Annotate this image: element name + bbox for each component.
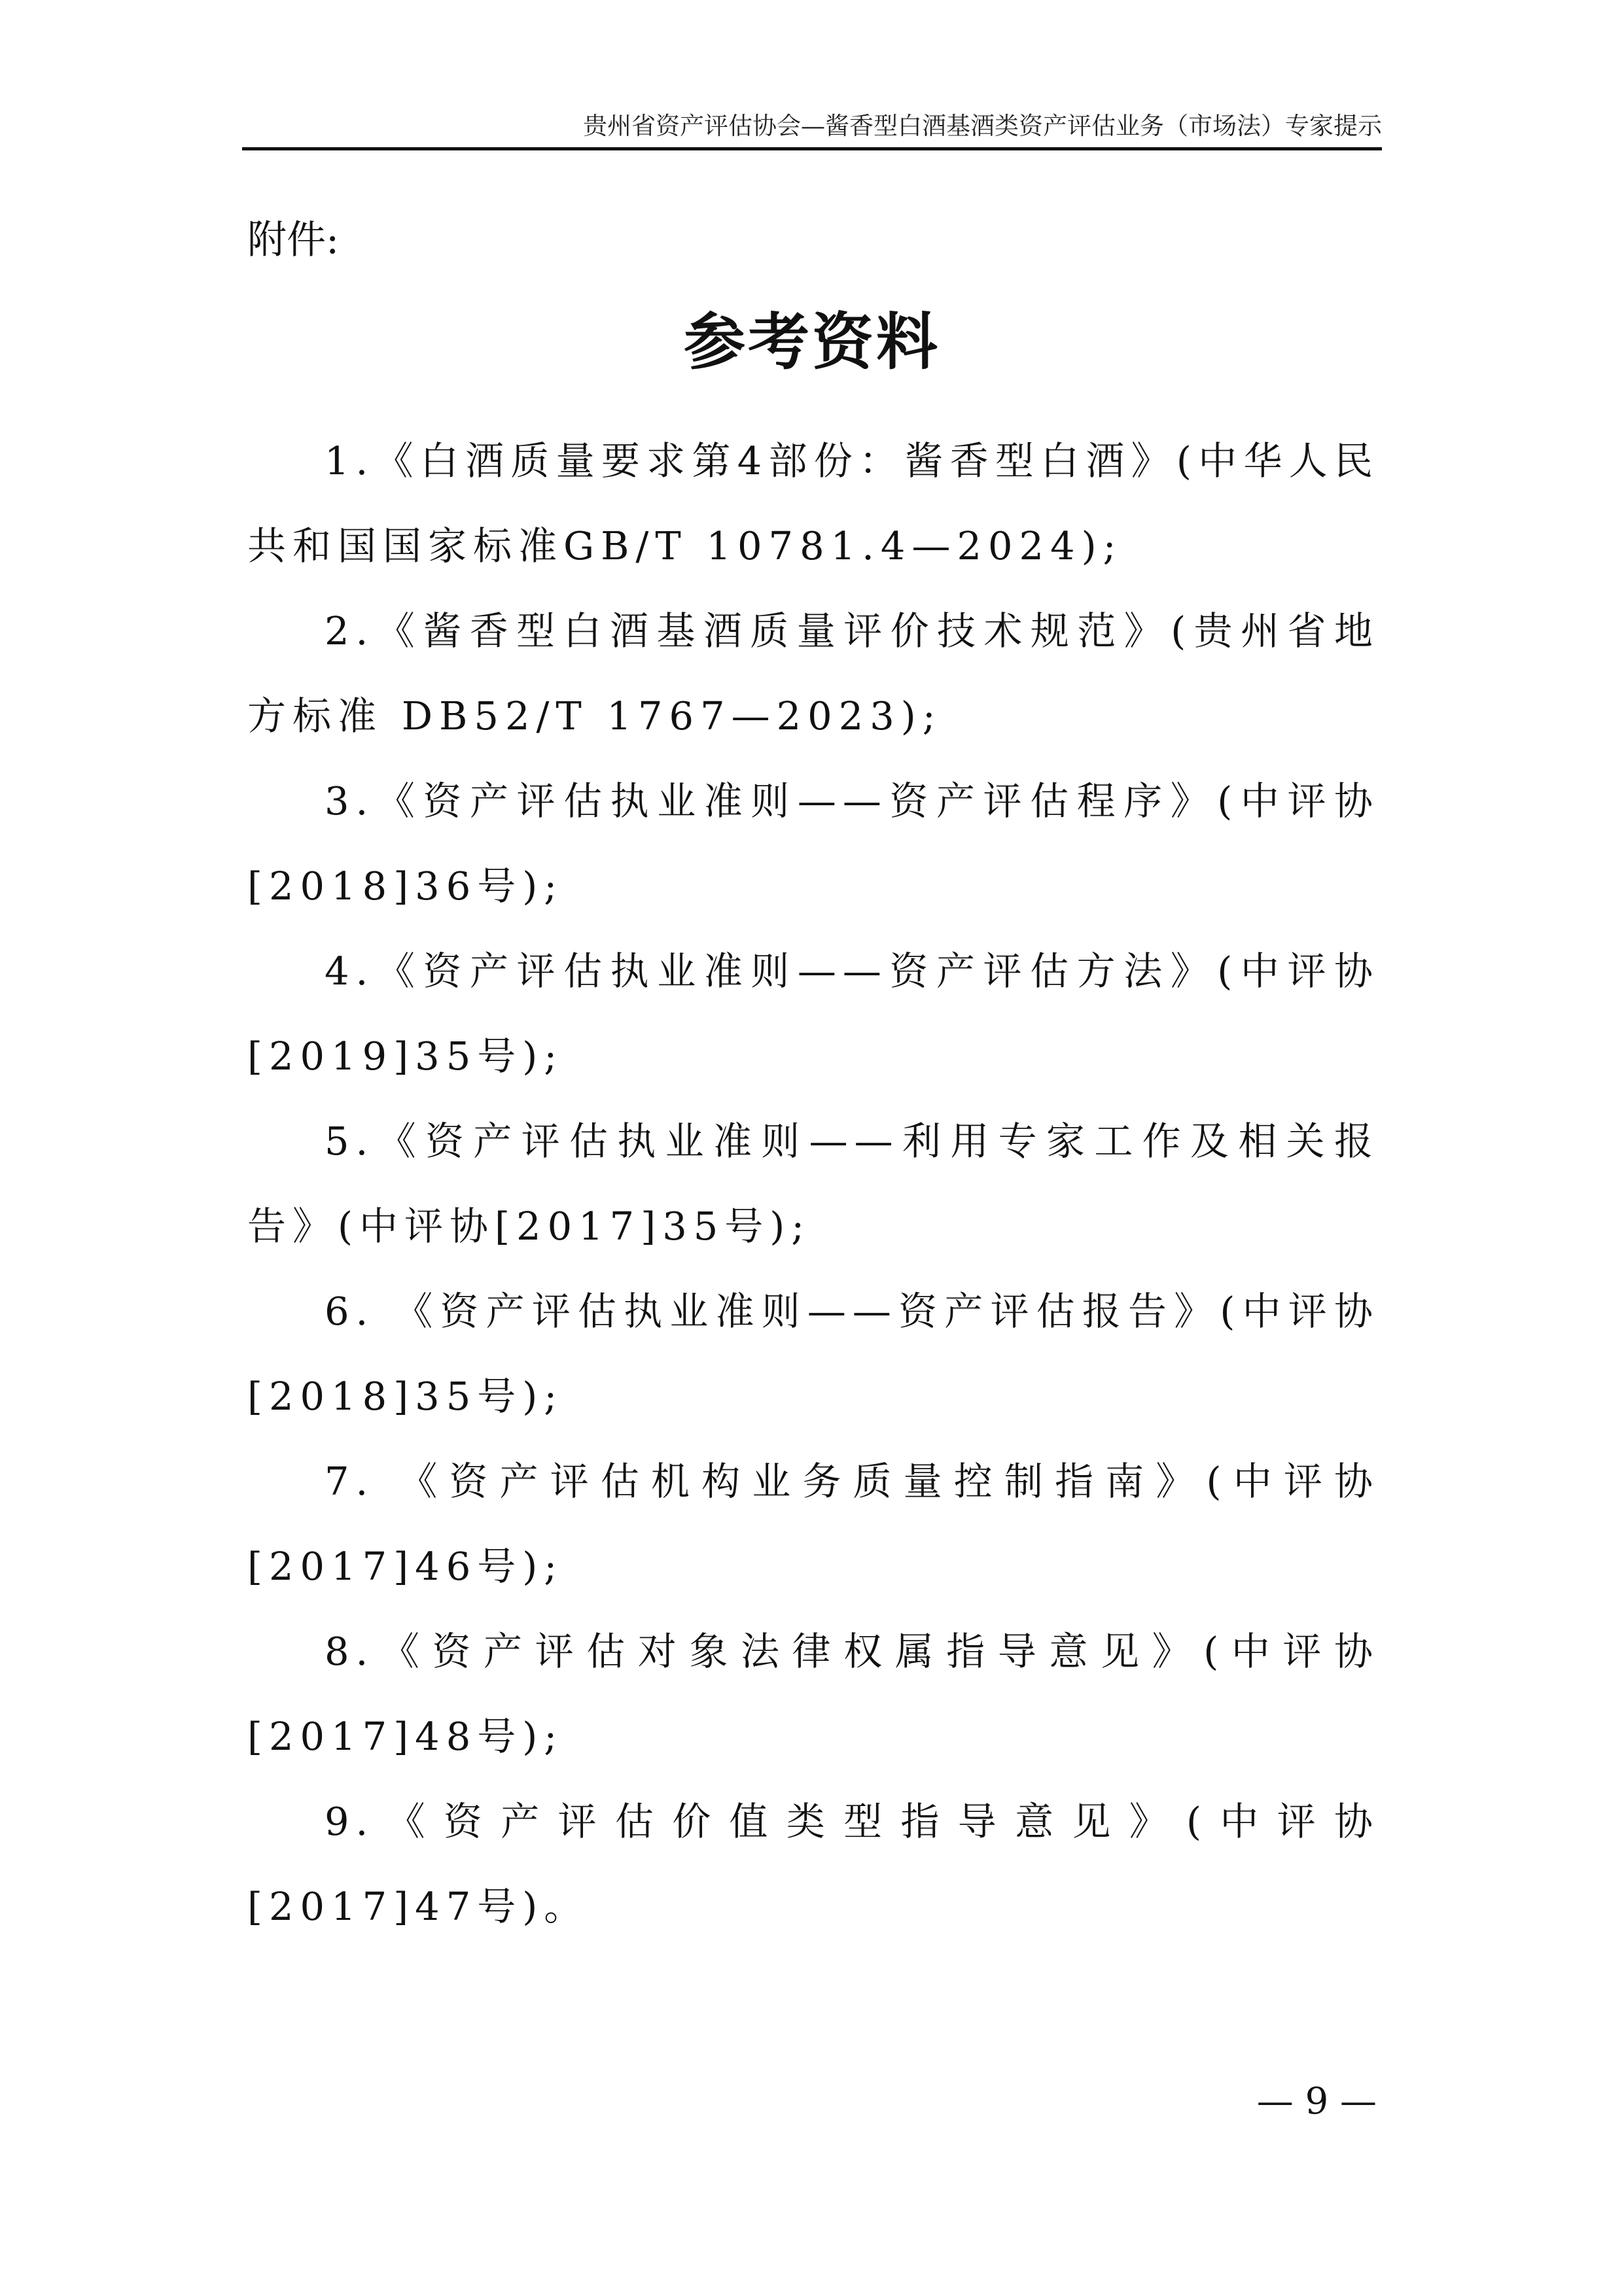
page-title: 参考资料 (683, 306, 940, 378)
reference-item-7: 7. 《资产评估机构业务质量控制指南》(中评协[2017]46号); (247, 1459, 1379, 1589)
reference-item-8: 8.《资产评估对象法律权属指导意见》(中评协[2017]48号); (247, 1629, 1379, 1759)
reference-item-6: 6. 《资产评估执业准则——资产评估报告》(中评协[2018]35号); (247, 1289, 1379, 1419)
page-number: — 9 — (1256, 2080, 1377, 2123)
reference-item-4: 4.《资产评估执业准则——资产评估方法》(中评协[2019]35号); (247, 948, 1379, 1079)
reference-item-2: 2.《酱香型白酒基酒质量评价技术规范》(贵州省地方标准 DB52/T 1767—2023); (247, 608, 1379, 739)
reference-item-9: 9.《资产评估价值类型指导意见》(中评协[2017]47号)。 (247, 1799, 1379, 1929)
attachment-label: 附件: (247, 217, 340, 263)
reference-list (247, 419, 1379, 1949)
reference-item-3: 3.《资产评估执业准则——资产评估程序》(中评协[2018]36号); (247, 778, 1379, 909)
running-header: 贵州省资产评估协会—酱香型白酒基酒类资产评估业务（市场法）专家提示 (583, 112, 1382, 140)
header-divider (242, 147, 1382, 150)
reference-item-5: 5.《资产评估执业准则——利用专家工作及相关报告》(中评协[2017]35号); (247, 1119, 1379, 1249)
reference-item-1: 1.《白酒质量要求第4部份：酱香型白酒》(中华人民共和国国家标准GB/T 10781.4—2024); (247, 438, 1379, 568)
